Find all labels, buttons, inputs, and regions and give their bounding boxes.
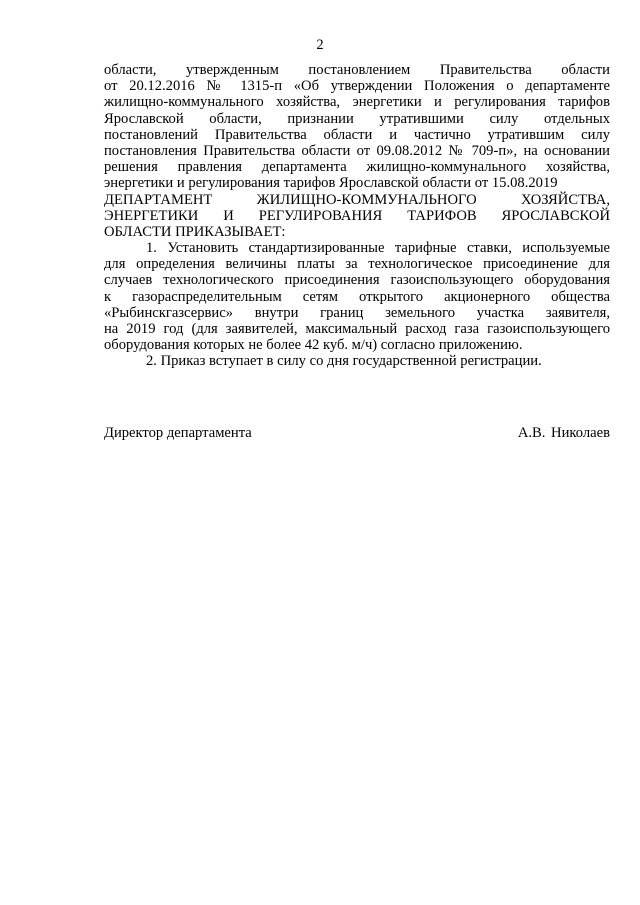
signatory-name: А.В. Николаев [517, 425, 610, 441]
order-item-2 [104, 353, 610, 369]
text-line: «Рыбинскгазсервис» внутри границ земельного участка заявителя, [104, 304, 610, 321]
text-line: решения правления департамента жилищно-коммунального хозяйства, [104, 159, 610, 176]
signatory-title: Директор департамента [104, 425, 252, 441]
text-line: случаев технологического присоединения газоиспользующего оборудования [104, 272, 610, 289]
heading-line: ОБЛАСТИ ПРИКАЗЫВАЕТ: [104, 223, 286, 240]
text-line: жилищно-коммунального хозяйства, энергетики и регулирования тарифов [104, 94, 610, 111]
text-line: оборудования которых не более 42 куб. м/ч) согласно приложению. [104, 337, 523, 354]
text-line: к газораспределительным сетям открытого акционерного общества [104, 288, 610, 305]
text-line: энергетики и регулирования тарифов Ярославской области от 15.08.2019 [104, 175, 558, 192]
text-line: 1. Установить стандартизированные тарифные ставки, используемые [146, 240, 610, 257]
preamble-paragraph [104, 62, 610, 192]
text-line: области, утвержденным постановлением Правительства области [104, 62, 610, 78]
page-number: 2 [316, 37, 324, 53]
heading-line: ДЕПАРТАМЕНТ ЖИЛИЩНО-КОММУНАЛЬНОГО ХОЗЯЙСТВА, [104, 191, 610, 208]
heading-line: ЭНЕРГЕТИКИ И РЕГУЛИРОВАНИЯ ТАРИФОВ ЯРОСЛАВСКОЙ [104, 207, 610, 224]
order-heading [104, 192, 610, 241]
text-line: от 20.12.2016 № 1315-п «Об утверждении Положения о департаменте [104, 78, 610, 95]
text-line: Ярославской области, признании утратившими силу отдельных [104, 110, 610, 127]
text-line: для определения величины платы за технологическое присоединение для [104, 256, 610, 273]
document-body [104, 62, 610, 370]
text-line: постановления Правительства области от 09.08.2012 № 709-п», на основании [104, 142, 610, 159]
text-line: на 2019 год (для заявителей, максимальный расход газа газоиспользующего [104, 321, 610, 337]
order-item-1 [104, 240, 610, 353]
text-line: 2. Приказ вступает в силу со дня государственной регистрации. [146, 353, 542, 370]
text-line: постановлений Правительства области и частично утратившим силу [104, 126, 610, 143]
